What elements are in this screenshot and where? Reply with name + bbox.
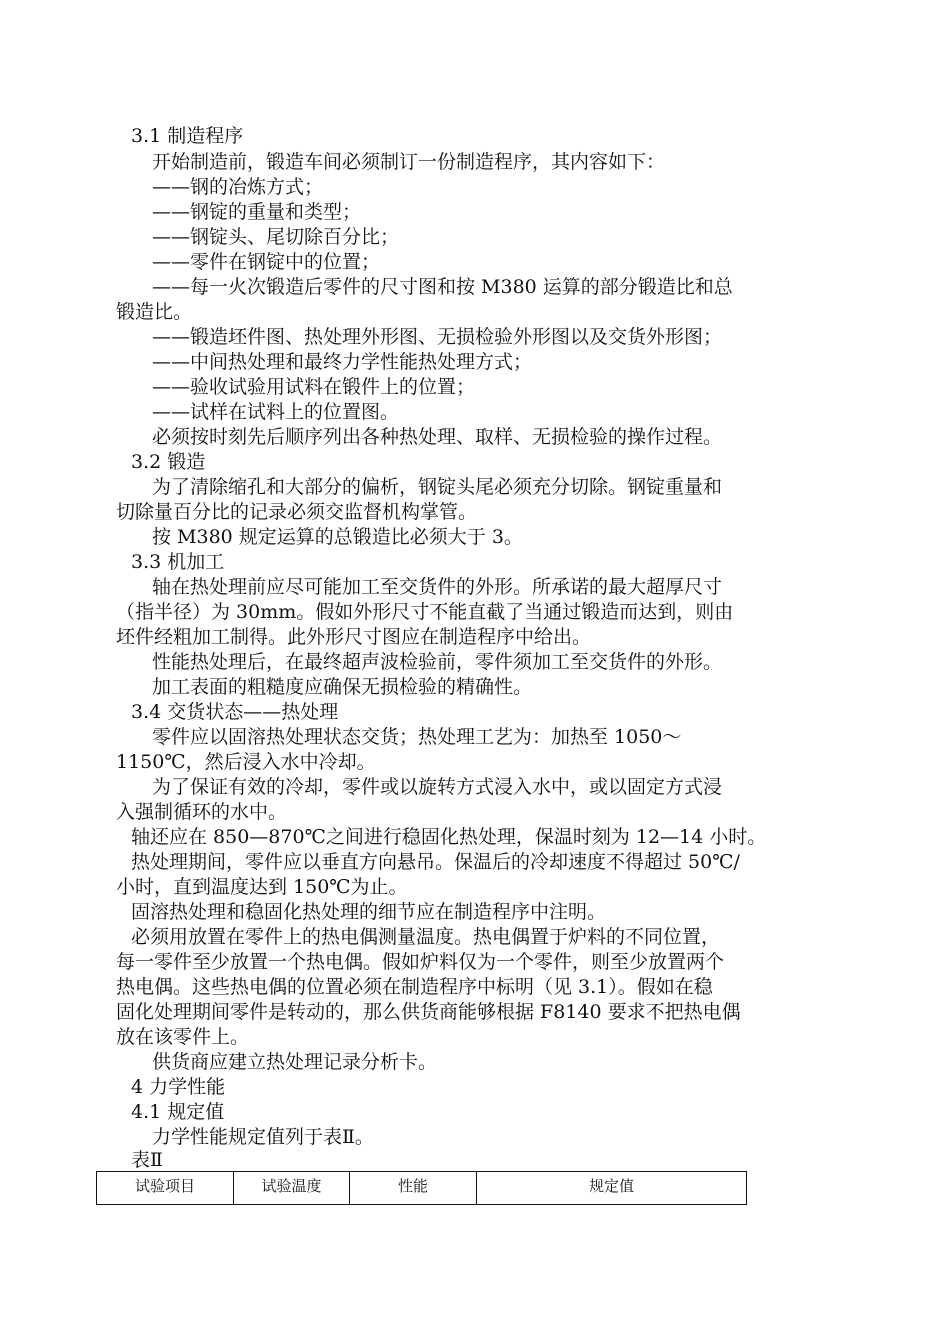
header-property: 性能 — [350, 1172, 477, 1205]
paragraph-line: 必须用放置在零件上的热电偶测量温度。热电偶置于炉料的不同位置， — [131, 926, 721, 948]
list-item: ——每一火次锻造后零件的尺寸图和按 M380 运算的部分锻造比和总 — [152, 276, 733, 298]
paragraph-line: 坯件经粗加工制得。此外形尺寸图应在制造程序中给出。 — [116, 626, 592, 648]
paragraph-line: 固化处理期间零件是转动的，那么供货商能够根据 F8140 要求不把热电偶 — [116, 1001, 741, 1023]
paragraph-line: 供货商应建立热处理记录分析卡。 — [152, 1051, 438, 1073]
section-heading-4-1: 4.1 规定值 — [131, 1101, 225, 1123]
header-test-item: 试验项目 — [97, 1172, 234, 1205]
header-specified-value: 规定值 — [477, 1172, 747, 1205]
list-item: ——验收试验用试料在锻件上的位置； — [152, 376, 476, 398]
paragraph-line: 放在该零件上。 — [116, 1026, 250, 1048]
paragraph-line: 力学性能规定值列于表Ⅱ。 — [152, 1126, 374, 1148]
list-item: ——中间热处理和最终力学性能热处理方式； — [152, 351, 533, 373]
table-header-row — [97, 1172, 747, 1205]
paragraph-line: 性能热处理后，在最终超声波检验前，零件须加工至交货件的外形。 — [152, 651, 723, 673]
paragraph-line: 轴还应在 850—870℃之间进行稳固化热处理，保温时刻为 12—14 小时。 — [131, 826, 767, 848]
paragraph-line: 固溶热处理和稳固化热处理的细节应在制造程序中注明。 — [131, 901, 607, 923]
table-caption: 表Ⅱ — [131, 1149, 163, 1171]
section-heading-3-4: 3.4 交货状态——热处理 — [131, 701, 339, 723]
paragraph-line: 1150℃，然后浸入水中冷却。 — [116, 751, 376, 773]
spec-table — [96, 1171, 747, 1205]
section-heading-3-2: 3.2 锻造 — [131, 451, 206, 473]
list-item: ——试样在试料上的位置图。 — [152, 401, 400, 423]
paragraph-line: 为了清除缩孔和大部分的偏析，钢锭头尾必须充分切除。钢锭重量和 — [152, 476, 723, 498]
paragraph-line: 入强制循环的水中。 — [116, 801, 288, 823]
paragraph-line: 每一零件至少放置一个热电偶。假如炉料仅为一个零件，则至少放置两个 — [116, 951, 725, 973]
paragraph-line: 小时，直到温度达到 150℃为止。 — [116, 876, 408, 898]
paragraph-line: 开始制造前，锻造车间必须制订一份制造程序，其内容如下： — [152, 151, 666, 173]
list-item: ——钢锭的重量和类型； — [152, 201, 362, 223]
paragraph-line: 加工表面的粗糙度应确保无损检验的精确性。 — [152, 676, 533, 698]
paragraph-line: 必须按时刻先后顺序列出各种热处理、取样、无损检验的操作过程。 — [152, 426, 723, 448]
list-item: ——零件在钢锭中的位置； — [152, 251, 381, 273]
section-heading-3-1: 3.1 制造程序 — [131, 125, 244, 147]
section-heading-3-3: 3.3 机加工 — [131, 551, 225, 573]
list-item: ——钢的冶炼方式； — [152, 176, 324, 198]
paragraph-line: 热电偶。这些热电偶的位置必须在制造程序中标明（见 3.1）。假如在稳 — [116, 976, 713, 998]
paragraph-line: 轴在热处理前应尽可能加工至交货件的外形。所承诺的最大超厚尺寸 — [152, 576, 723, 598]
paragraph-line: 热处理期间，零件应以垂直方向悬吊。保温后的冷却速度不得超过 50℃/ — [131, 851, 740, 873]
list-item: ——钢锭头、尾切除百分比； — [152, 226, 400, 248]
header-test-temperature: 试验温度 — [234, 1172, 350, 1205]
paragraph-line: 为了保证有效的冷却，零件或以旋转方式浸入水中，或以固定方式浸 — [152, 776, 723, 798]
paragraph-line: 按 M380 规定运算的总锻造比必须大于 3。 — [152, 526, 523, 548]
list-item: ——锻造坯件图、热处理外形图、无损检验外形图以及交货外形图； — [152, 326, 723, 348]
paragraph-line: （指半径）为 30mm。假如外形尺寸不能直截了当通过锻造而达到，则由 — [116, 601, 734, 623]
paragraph-line: 切除量百分比的记录必须交监督机构掌管。 — [116, 501, 478, 523]
section-heading-4: 4 力学性能 — [131, 1076, 226, 1098]
list-item-continuation: 锻造比。 — [116, 301, 193, 323]
paragraph-line: 零件应以固溶热处理状态交货；热处理工艺为：加热至 1050～ — [152, 726, 682, 748]
